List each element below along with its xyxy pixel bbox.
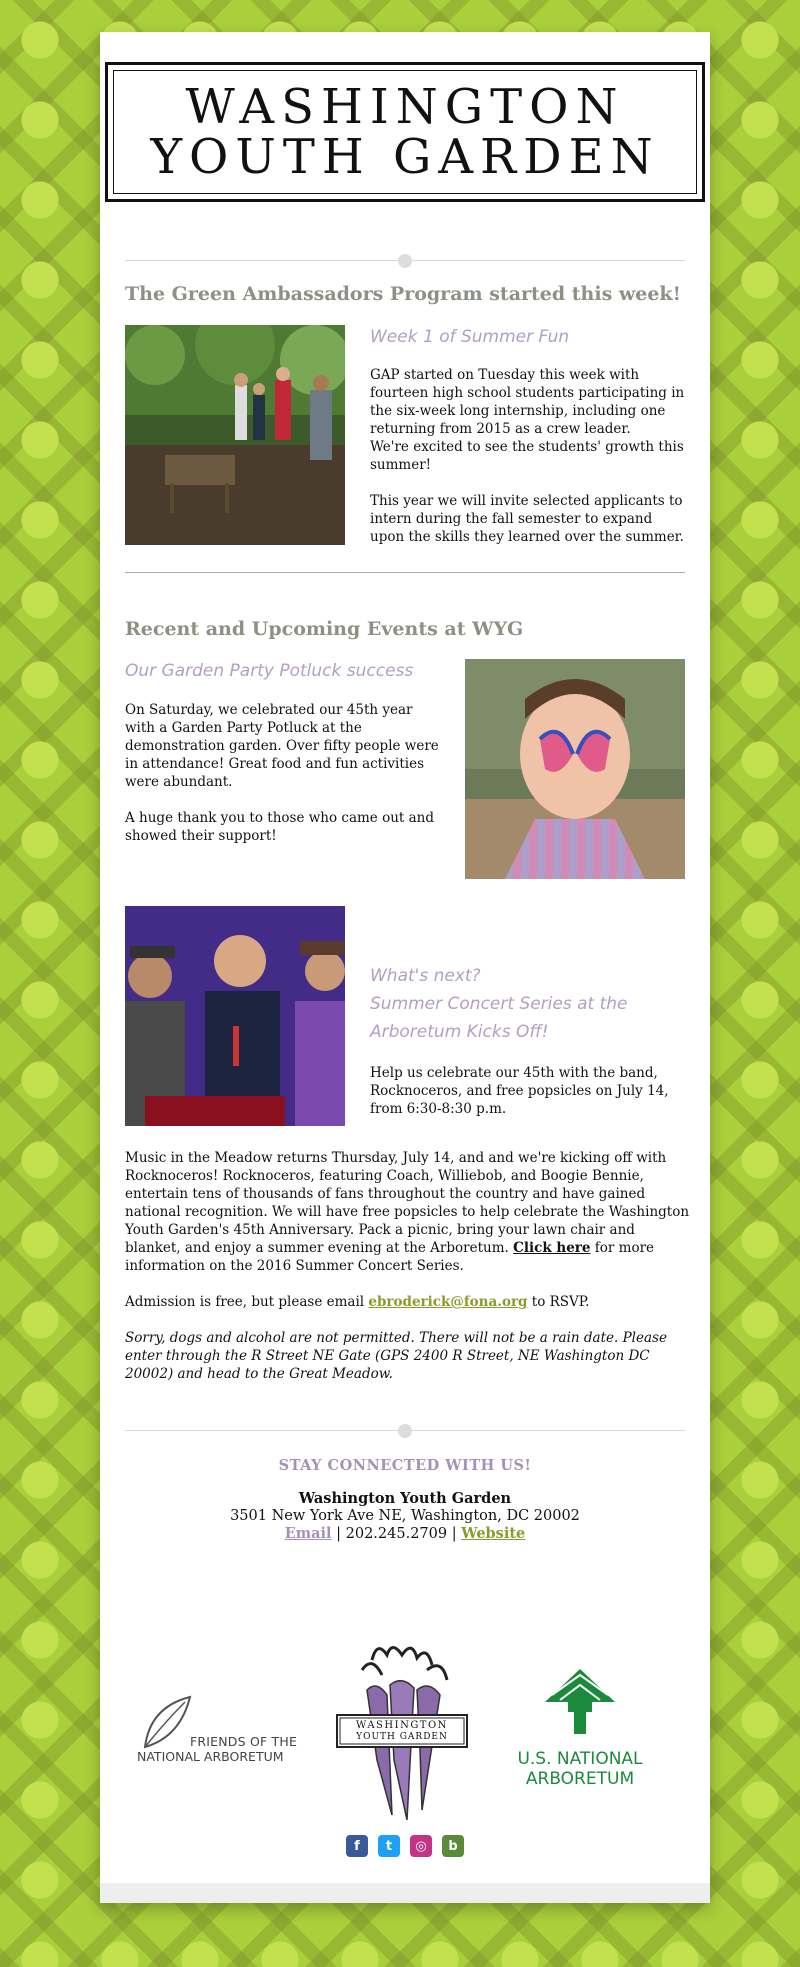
potluck-subtitle: Our Garden Party Potluck success	[125, 661, 414, 681]
concert-note: Sorry, dogs and alcohol are not permitted. There will not be a rain date. Please enter through the R Street NE Gate (GPS 2400 R Street, NE Washington DC 20002) and head to the Great Meadow.	[125, 1330, 667, 1382]
admission-text	[125, 1293, 690, 1311]
band-photo	[125, 906, 345, 1126]
events-section-title: Recent and Upcoming Events at WYG	[125, 618, 524, 640]
admission-b: to RSVP.	[527, 1294, 590, 1310]
concert-subtitle-1: What's next?	[370, 966, 481, 986]
blog-icon[interactable]: b	[442, 1835, 464, 1857]
click-here-link[interactable]: Click here	[513, 1240, 591, 1256]
divider-line	[125, 572, 685, 573]
email-card	[100, 32, 710, 1903]
face-paint-illustration	[465, 659, 685, 879]
logo-line-1: WASHINGTON	[185, 79, 625, 135]
twitter-icon[interactable]: t	[378, 1835, 400, 1857]
footer-website-link[interactable]: Website	[461, 1525, 526, 1542]
friends-logo-line-2: NATIONAL ARBORETUM	[137, 1749, 284, 1764]
concert-para-2	[125, 1149, 690, 1275]
instagram-icon[interactable]: ◎	[410, 1835, 432, 1857]
footer-email-link[interactable]: Email	[284, 1525, 332, 1542]
stay-connected-heading: STAY CONNECTED WITH US!	[278, 1457, 532, 1474]
footer-phone: | 202.245.2709 |	[331, 1526, 462, 1542]
logo-banner	[105, 62, 705, 202]
face-paint-photo	[465, 659, 685, 879]
leaf-icon	[135, 1692, 195, 1752]
footer-address: 3501 New York Ave NE, Washington, DC 20002	[230, 1508, 580, 1524]
concert-subtitle-block	[370, 962, 670, 1046]
concert-para-2b: for more information on the 2016 Summer Concert Series.	[125, 1240, 655, 1274]
concert-details	[125, 1149, 690, 1383]
email-rsvp-link[interactable]: ebroderick@fona.org	[368, 1294, 528, 1310]
divider-dot	[125, 254, 685, 268]
wyg-logo-line-2: YOUTH GARDEN	[356, 1732, 448, 1742]
gap-para-2: We're excited to see the students' growth this summer!	[370, 439, 684, 473]
friends-arboretum-logo[interactable]	[135, 1692, 310, 1772]
students-photo-illustration	[125, 325, 345, 545]
gap-photo	[125, 325, 345, 545]
footer-org-name: Washington Youth Garden	[298, 1490, 512, 1507]
gap-text-block	[370, 366, 685, 546]
facebook-icon[interactable]: f	[346, 1835, 368, 1857]
admission-a: Admission is free, but please email	[125, 1294, 369, 1310]
gap-section-title: The Green Ambassadors Program started this week!	[125, 283, 681, 305]
us-arboretum-logo[interactable]	[510, 1667, 650, 1797]
potluck-para-1: On Saturday, we celebrated our 45th year with a Garden Party Potluck at the demonstration garden. Over fifty people were in attendance! Great food and fun activities were abundant.	[125, 702, 439, 790]
logo-inner-frame	[113, 70, 697, 194]
potluck-para-2: A huge thank you to those who came out and showed their support!	[125, 810, 435, 844]
gap-para-3: This year we will invite selected applicants to intern during the fall semester to expand upon the skills they learned over the summer.	[370, 493, 684, 545]
gap-para-1: GAP started on Tuesday this week with fourteen high school students participating in the six-week long internship, including one returning from 2015 as a crew leader.	[370, 367, 685, 437]
footer-strip	[100, 1883, 710, 1903]
wyg-logo-line-1: WASHINGTON	[356, 1720, 448, 1731]
divider-dot-footer	[125, 1424, 685, 1438]
gap-subtitle: Week 1 of Summer Fun	[370, 327, 570, 347]
us-arboretum-line-2: ARBORETUM	[525, 1769, 635, 1789]
wyg-carrot-logo[interactable]	[332, 1640, 472, 1825]
friends-logo-line-1: FRIENDS OF THE	[190, 1734, 298, 1749]
concert-subtitle-2: Summer Concert Series at the Arboretum Kicks Off!	[370, 994, 628, 1042]
logo-line-2: YOUTH GARDEN	[150, 129, 660, 185]
tree-icon	[540, 1667, 620, 1737]
band-illustration	[125, 906, 345, 1126]
footer-links	[100, 1525, 710, 1542]
us-arboretum-line-1: U.S. NATIONAL	[517, 1749, 643, 1769]
footer-contact	[100, 1457, 710, 1542]
concert-para-2a: Music in the Meadow returns Thursday, July 14, and and we're kicking off with Rocknoceros! Rocknoceros, featuring Coach, Williebob, and Boogie Bennie, entertain tens of thousands of fans throughout the country and have gained national recognition. We will have free popsicles to help celebrate the Washington Youth Garden's 45th Anniversary. Pack a picnic, bring your lawn chair and blanket, and enjoy a summer evening at the Arboretum.	[125, 1150, 690, 1256]
potluck-text-block	[125, 701, 440, 845]
concert-intro: Help us celebrate our 45th with the band, Rocknoceros, and free popsicles on July 14, from 6:30-8:30 p.m.	[370, 1065, 669, 1117]
